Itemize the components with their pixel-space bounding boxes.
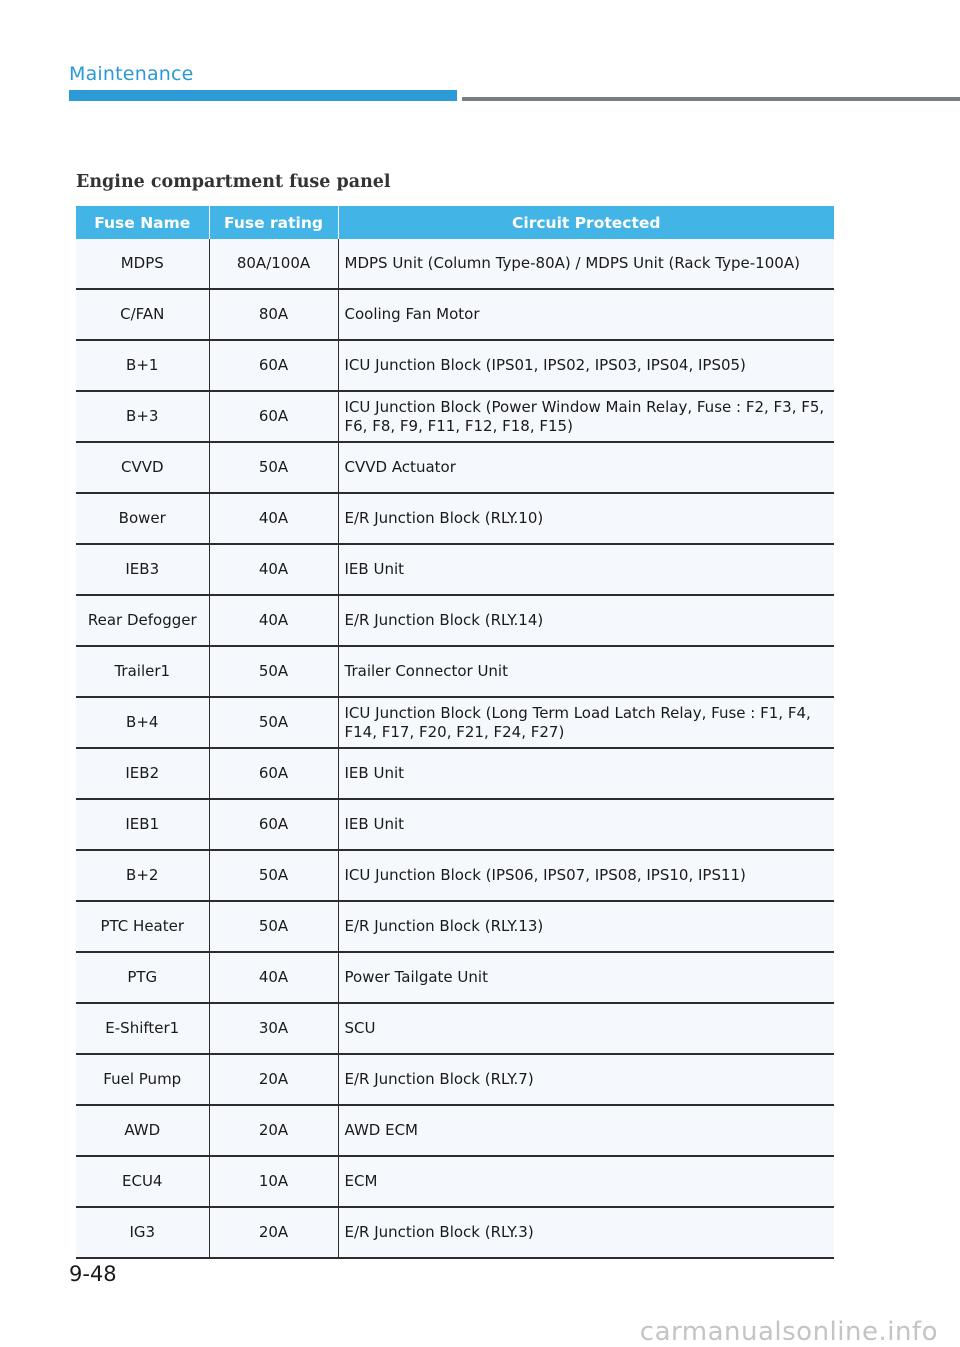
circuit-protected-cell: AWD ECM [338,1105,834,1156]
circuit-protected-cell: IEB Unit [338,544,834,595]
circuit-protected-cell: CVVD Actuator [338,442,834,493]
fuse-table [76,206,834,1259]
fuse-rating-cell: 60A [209,391,338,442]
circuit-protected-cell: E/R Junction Block (RLY.14) [338,595,834,646]
fuse-rating-cell: 50A [209,442,338,493]
table-header-row [76,206,834,239]
table-row [76,493,834,544]
fuse-rating-cell: 80A/100A [209,239,338,289]
fuse-name-cell: C/FAN [76,289,209,340]
circuit-protected-cell: IEB Unit [338,748,834,799]
fuse-name-cell: Fuel Pump [76,1054,209,1105]
fuse-name-cell: CVVD [76,442,209,493]
table-row [76,442,834,493]
fuse-rating-cell: 20A [209,1105,338,1156]
table-row [76,952,834,1003]
fuse-rating-cell: 40A [209,952,338,1003]
fuse-name-cell: IEB1 [76,799,209,850]
fuse-rating-cell: 50A [209,850,338,901]
fuse-rating-cell: 80A [209,289,338,340]
circuit-protected-cell: E/R Junction Block (RLY.13) [338,901,834,952]
column-header-circuit-protected: Circuit Protected [338,206,834,239]
fuse-name-cell: PTC Heater [76,901,209,952]
table-row [76,901,834,952]
circuit-protected-cell: ICU Junction Block (Long Term Load Latch Relay, Fuse : F1, F4, F14, F17, F20, F21, F24, F27) [338,697,834,748]
circuit-protected-cell: Power Tailgate Unit [338,952,834,1003]
header-rule [462,97,960,101]
circuit-protected-cell: Cooling Fan Motor [338,289,834,340]
table-row [76,239,834,289]
table-row [76,748,834,799]
table-row [76,1105,834,1156]
fuse-name-cell: MDPS [76,239,209,289]
table-row [76,1003,834,1054]
table-row [76,391,834,442]
table-row [76,646,834,697]
circuit-protected-cell: Trailer Connector Unit [338,646,834,697]
fuse-rating-cell: 40A [209,595,338,646]
header-accent-bar [69,90,457,101]
fuse-name-cell: PTG [76,952,209,1003]
circuit-protected-cell: IEB Unit [338,799,834,850]
column-header-fuse-name: Fuse Name [76,206,209,239]
fuse-name-cell: AWD [76,1105,209,1156]
page-number: 9-48 [69,1262,117,1286]
circuit-protected-cell: MDPS Unit (Column Type-80A) / MDPS Unit (Rack Type-100A) [338,239,834,289]
watermark: carmanualsonline.info [639,1317,938,1347]
circuit-protected-cell: ICU Junction Block (IPS06, IPS07, IPS08, IPS10, IPS11) [338,850,834,901]
fuse-rating-cell: 50A [209,646,338,697]
fuse-rating-cell: 60A [209,748,338,799]
fuse-name-cell: IEB2 [76,748,209,799]
fuse-rating-cell: 10A [209,1156,338,1207]
fuse-name-cell: B+1 [76,340,209,391]
section-title: Maintenance [69,63,194,85]
column-header-fuse-rating: Fuse rating [209,206,338,239]
table-row [76,799,834,850]
table-title: Engine compartment fuse panel [76,172,391,192]
table-row [76,595,834,646]
table-row [76,544,834,595]
fuse-name-cell: B+2 [76,850,209,901]
circuit-protected-cell: E/R Junction Block (RLY.3) [338,1207,834,1258]
table-row [76,697,834,748]
circuit-protected-cell: SCU [338,1003,834,1054]
fuse-rating-cell: 60A [209,799,338,850]
fuse-rating-cell: 30A [209,1003,338,1054]
fuse-name-cell: IEB3 [76,544,209,595]
fuse-rating-cell: 20A [209,1054,338,1105]
table-row [76,1156,834,1207]
circuit-protected-cell: ECM [338,1156,834,1207]
fuse-name-cell: B+3 [76,391,209,442]
table-row [76,340,834,391]
table-row [76,1207,834,1258]
fuse-name-cell: Bower [76,493,209,544]
fuse-name-cell: B+4 [76,697,209,748]
fuse-name-cell: Rear Defogger [76,595,209,646]
circuit-protected-cell: ICU Junction Block (Power Window Main Relay, Fuse : F2, F3, F5, F6, F8, F9, F11, F12, F18, F15) [338,391,834,442]
table-row [76,850,834,901]
fuse-rating-cell: 20A [209,1207,338,1258]
circuit-protected-cell: E/R Junction Block (RLY.10) [338,493,834,544]
fuse-rating-cell: 50A [209,697,338,748]
fuse-name-cell: IG3 [76,1207,209,1258]
fuse-rating-cell: 60A [209,340,338,391]
table-row [76,289,834,340]
fuse-name-cell: E-Shifter1 [76,1003,209,1054]
circuit-protected-cell: E/R Junction Block (RLY.7) [338,1054,834,1105]
fuse-rating-cell: 50A [209,901,338,952]
circuit-protected-cell: ICU Junction Block (IPS01, IPS02, IPS03, IPS04, IPS05) [338,340,834,391]
fuse-rating-cell: 40A [209,493,338,544]
table-row [76,1054,834,1105]
fuse-name-cell: Trailer1 [76,646,209,697]
fuse-name-cell: ECU4 [76,1156,209,1207]
fuse-rating-cell: 40A [209,544,338,595]
